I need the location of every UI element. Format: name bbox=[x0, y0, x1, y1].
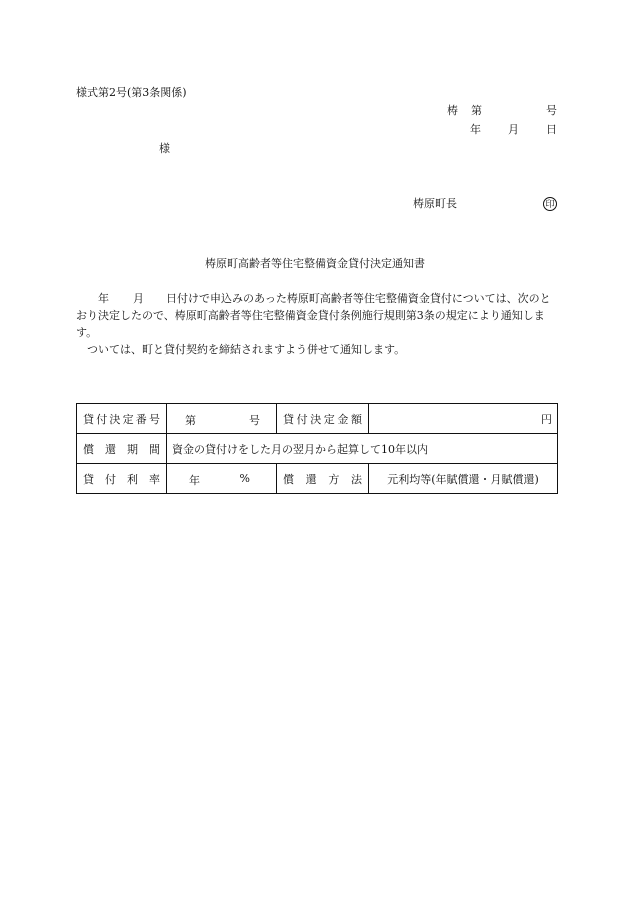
repayment-period-label: 償還期間 bbox=[77, 434, 167, 464]
interest-rate-unit: % bbox=[239, 472, 250, 485]
decision-number-go: 号 bbox=[249, 414, 260, 427]
issuer-title: 梼原町長 bbox=[413, 197, 457, 210]
table-row-decision bbox=[77, 404, 558, 434]
date-year: 年 bbox=[470, 123, 481, 136]
decision-number-dai: 第 bbox=[185, 414, 196, 427]
interest-rate-cell bbox=[167, 464, 277, 494]
body-text-2: ついては、町と貸付契約を締結されますよう併せて通知します。 bbox=[87, 343, 406, 356]
date-month: 月 bbox=[508, 123, 519, 136]
issuer bbox=[413, 197, 557, 211]
seal-mark: 印 bbox=[543, 197, 557, 211]
body-text bbox=[76, 290, 558, 358]
table-row-period bbox=[77, 434, 558, 464]
decision-amount-unit: 円 bbox=[369, 404, 558, 434]
doc-dai: 第 bbox=[471, 104, 482, 117]
date-day: 日 bbox=[546, 123, 557, 136]
interest-rate-label: 貸付利率 bbox=[77, 464, 167, 494]
decision-amount-label: 貸付決定金額 bbox=[277, 404, 369, 434]
document-title: 梼原町高齢者等住宅整備資金貸付決定通知書 bbox=[205, 257, 425, 270]
loan-decision-table bbox=[76, 403, 558, 494]
body-month: 月 bbox=[133, 292, 144, 305]
document-date bbox=[470, 123, 557, 137]
table-row-rate bbox=[77, 464, 558, 494]
repayment-method-value: 元利均等(年賦償還・月賦償還) bbox=[369, 464, 558, 494]
body-paragraph-2 bbox=[76, 341, 558, 358]
decision-number-cell bbox=[167, 404, 277, 434]
addressee-suffix: 様 bbox=[159, 142, 170, 155]
body-text-1: 日付けで申込みのあった梼原町高齢者等住宅整備資金貸付については、次のとおり決定したので、梼原町高齢者等住宅整備資金貸付条例施行規則第3条の規定により通知します。 bbox=[76, 292, 551, 339]
body-paragraph-1 bbox=[76, 290, 558, 341]
doc-prefix: 梼 bbox=[447, 104, 458, 117]
interest-rate-year: 年 bbox=[189, 474, 200, 487]
document-number bbox=[447, 104, 557, 118]
form-number: 様式第2号(第3条関係) bbox=[76, 86, 187, 99]
repayment-method-label: 償還方法 bbox=[277, 464, 369, 494]
repayment-period-value: 資金の貸付けをした月の翌月から起算して10年以内 bbox=[167, 434, 558, 464]
body-year: 年 bbox=[98, 292, 109, 305]
doc-go: 号 bbox=[546, 104, 557, 117]
decision-number-label: 貸付決定番号 bbox=[77, 404, 167, 434]
